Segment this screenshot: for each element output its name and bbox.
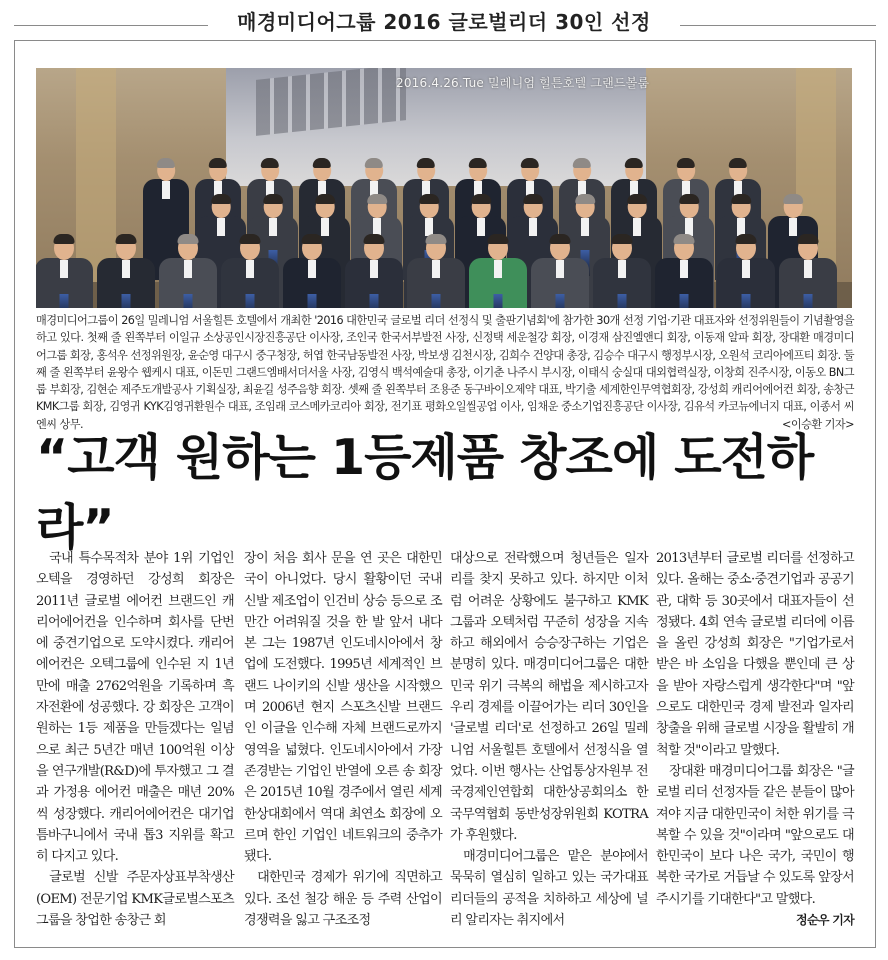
photo-person: [717, 236, 775, 308]
headline: “고객 원하는 1등제품 창조에 도전하라”: [36, 429, 814, 556]
paragraph: 매경미디어그룹은 맡은 분야에서 묵묵히 열심히 일하고 있는 국가대표 리더들의 공적을 치하하고 세상에 널리 알리자는 취지에서: [450, 849, 648, 929]
article-column-3: [450, 548, 648, 931]
photo-person: [531, 236, 589, 308]
banner-photo-tiles: [256, 68, 406, 136]
photo-person: [593, 236, 651, 308]
paragraph: 장대환 매경미디어그룹 회장은 "글로벌 리더 선정자들 같은 분들이 많아져야 지금 대한민국이 처한 위기를 극복할 수 있을 것"이라며 "앞으로도 대한민국이 보다 나은 국가, 국민이 행복한 국가로 거듭날 수 있도록 앞장서 주시기를 기대한다"고 말했다.: [656, 763, 854, 907]
photo-person: [779, 236, 837, 308]
paragraph: 대한민국 경제가 위기에 직면하고 있다. 조선 철강 해운 등 주력 산업이 경쟁력을 잃고 구조조정: [244, 870, 442, 929]
photo-person: [655, 236, 713, 308]
photo-person: [345, 236, 403, 308]
photo-person: [407, 236, 465, 308]
photo-credit: <이승환 기자>: [782, 417, 854, 431]
section-header: [0, 4, 888, 40]
section-title: 매경미디어그룹 2016 글로벌리더 30인 선정: [223, 6, 665, 35]
article-column-1: [36, 548, 234, 931]
article-column-4: [656, 548, 854, 931]
paragraph: 대상으로 전락했으며 청년들은 일자리를 찾지 못하고 있다. 하지만 이처럼 어려운 상황에도 불구하고 KMK그룹과 오텍처럼 꾸준히 성장을 지속하고 해외에서 승승장구하는 기업은 분명히 있다. 매경미디어그룹은 대한민국 위기 극복의 해법을 제시하고자 우리 경제를 이끌어가는 리더 30인을 '글로벌 리더'로 선정하고 26일 밀레니엄 서울힐튼 호텔에서 선정식을 열었다. 이번 행사는 산업통상자원부 전국경제인연합회 대한상공회의소 한국무역협회 동반성장위원회 KOTRA가 후원했다.: [450, 551, 648, 843]
paragraph: 2013년부터 글로벌 리더를 선정하고 있다. 올해는 중소·중견기업과 공공기관, 대학 등 30곳에서 대표자들이 선정됐다. 4회 연속 글로벌 리더에 이름을 올린 강성희 회장은 "기업가로서 받은 바 소임을 다했을 뿐인데 큰 상을 받아 자랑스럽게 생각한다"며 "앞으로도 대한민국 경제 발전과 일자리 창출을 위해 글로벌 시장을 활발히 개척할 것"이라고 말했다.: [656, 551, 854, 758]
byline: 정순우 기자: [796, 913, 854, 928]
photo-caption: [36, 312, 854, 433]
header-rule-right: [680, 25, 876, 26]
photo-person: [283, 236, 341, 308]
paragraph: 글로벌 신발 주문자상표부착생산(OEM) 전문기업 KMK글로벌스포츠그룹을 창업한 송창근 회: [36, 870, 234, 929]
caption-text: 매경미디어그룹이 26일 밀레니엄 서울힐튼 호텔에서 개최한 '2016 대한민국 글로벌 리더 선정식 및 출판기념회'에 참가한 30개 선정 기업·기관 대표자와 선정위원들이 기념촬영을 하고 있다. 첫째 줄 왼쪽부터 이일규 소상공인시장진흥공단 이사장, 조인국 한국서부발전 사장, 신정택 세운철강 회장, 이경재 삼진엘앤디 회장, 이동재 알파 회장, 장대환 매경미디어그룹 회장, 홍석우 선정위원장, 윤순영 대구시 중구청장, 허엽 한국남동발전 사장, 박보생 김천시장, 김희수 건양대 총장, 김승수 대구시 행정부시장, 오원석 코리아에프티 회장. 둘째 줄 왼쪽부터 윤왕수 웹케시 대표, 이돈민 그랜드엠배서더서울 사장, 김영식 백석예술대 총장, 이기춘 나주시 부시장, 이태식 숭실대 대외협력실장, 이창희 진주시장, 이동오 BN그룹 부회장, 김현순 제주도개발공사 기획실장, 최윤길 성주음향 회장. 셋째 줄 왼쪽부터 조용준 동구바이오제약 대표, 박기출 세계한인무역협회장, 강성희 캐리어에어컨 회장, 송창근 KMK그룹 회장, 김영귀 KYK김영귀환원수 대표, 조임래 코스메카코리아 회장, 전기표 평화오일씰공업 이사, 임채운 중소기업진흥공단 이사장, 김유석 카코뉴에너지 대표, 이종서 씨엔씨 상무.: [36, 314, 854, 431]
photo-person: [221, 236, 279, 308]
photo-person: [97, 236, 155, 308]
paragraph: 국내 특수목적차 분야 1위 기업인 오텍을 경영하던 강성희 회장은 2011년 글로벌 에어컨 브랜드인 캐리어에어컨을 인수하며 회사를 단번에 중견기업으로 도약시켰다. 캐리어에어컨은 오텍그룹에 인수된 지 1년 만에 매출 2762억원을 기록하며 흑자전환에 성공했다. 강 회장은 고객이 원하는 1등 제품을 만들겠다는 일념으로 최근 5년간 매년 100억원 이상을 연구개발(R&D)에 투자했고 그 결과 가정용 에어컨 매출은 매년 20%씩 성장했다. 캐리어에어컨은 대기업 틈바구니에서 국내 톱3 지위를 확고히 다지고 있다.: [36, 551, 234, 865]
photo-person: [159, 236, 217, 308]
photo-person: [469, 236, 527, 308]
photo-stamp: 2016.4.26.Tue 밀레니엄 힐튼호텔 그랜드볼룸: [396, 76, 650, 90]
group-photo: [36, 68, 852, 308]
photo-person: [36, 236, 93, 308]
header-rule-left: [14, 25, 208, 26]
paragraph: 장이 처음 회사 문을 연 곳은 대한민국이 아니었다. 당시 활황이던 국내 신발 제조업이 인건비 상승 등으로 조만간 어려워질 것을 한 발 앞서 내다본 그는 1987년 인도네시아에서 창업에 도전했다. 1995년 세계적인 브랜드 나이키의 신발 생산을 시작했으며 2006년 현지 스포츠신발 브랜드인 이글을 인수해 자체 브랜드로까지 영역을 넓혔다. 인도네시아에서 가장 존경받는 기업인 반열에 오른 송 회장은 2015년 10월 경주에서 열린 세계한상대회에서 역대 최연소 회장에 오르며 한인 기업인 네트워크의 중추가 됐다.: [244, 551, 442, 865]
article-column-2: [244, 548, 442, 931]
